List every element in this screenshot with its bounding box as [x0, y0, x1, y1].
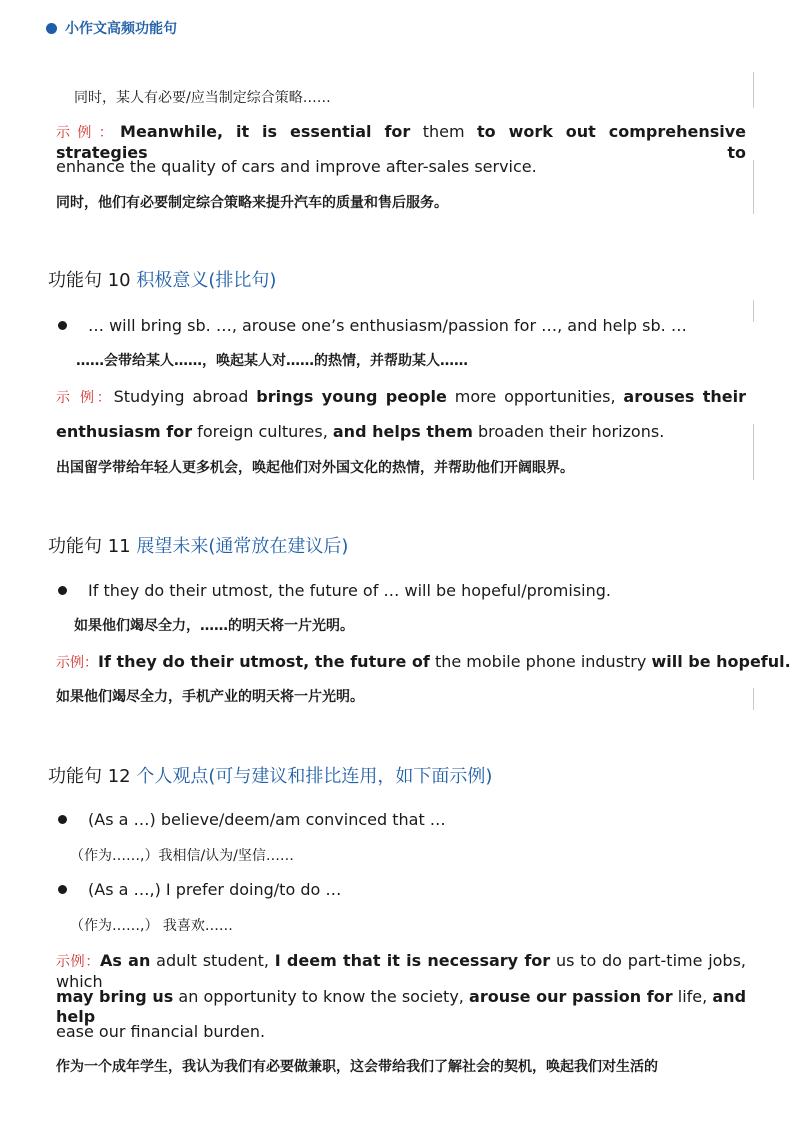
s12-example-line1: 示例：As an adult student, I deem that it is necessary for us to do part-time jobs, which	[56, 951, 747, 991]
s12-cn-translation: 作为一个成年学生，我认为我们有必要做兼职，这会带给我们了解社会的契机，唤起我们对生活的	[56, 1059, 658, 1075]
margin-mark	[753, 424, 754, 480]
s10-cn-translation: 出国留学带给年轻人更多机会，唤起他们对外国文化的热情，并帮助他们开阔眼界。	[56, 460, 574, 476]
section-10-heading: 功能句 10 积极意义(排比句)	[48, 270, 277, 291]
filler: them	[410, 122, 478, 141]
bullet-dot-icon	[46, 23, 57, 34]
page-header	[46, 18, 177, 38]
s10-bullet-cn: ……会带给某人……，唤起某人对……的热情，并帮助某人……	[76, 353, 468, 369]
example-label: 示例：	[56, 125, 121, 141]
s12-bullet2-en: (As a …,) I prefer doing/to do …	[88, 880, 342, 899]
margin-mark	[753, 160, 754, 214]
s9-example-line2: enhance the quality of cars and improve after-sales service.	[56, 157, 537, 176]
s11-example: 示例：If they do their utmost, the future of the mobile phone industry will be hopeful.	[56, 652, 791, 671]
s9-cn-translation: 同时，他们有必要制定综合策略来提升汽车的质量和售后服务。	[56, 195, 448, 211]
example-label: 示例：	[56, 954, 101, 970]
keyphrase: to work out comprehensive strategies to	[56, 122, 747, 162]
s11-bullet-en: If they do their utmost, the future of … will be hopeful/promising.	[88, 581, 611, 600]
s12-bullet2-cn: （作为……,） 我喜欢……	[70, 918, 233, 934]
margin-mark	[753, 688, 754, 710]
s12-example-line3: ease our financial burden.	[56, 1022, 266, 1041]
s11-bullet-cn: 如果他们竭尽全力，……的明天将一片光明。	[74, 618, 354, 634]
section-12-heading: 功能句 12 个人观点(可与建议和排比连用，如下面示例)	[48, 766, 493, 787]
page-title: 小作文高频功能句	[65, 21, 177, 37]
s12-example-line2: may bring us an opportunity to know the society, arouse our passion for life, and help	[56, 987, 747, 1026]
example-label: 示 例：	[56, 390, 114, 406]
s10-bullet-en: … will bring sb. …, arouse one’s enthusiasm/passion for …, and help sb. …	[88, 316, 687, 335]
margin-mark	[753, 300, 754, 322]
bullet-dot-icon	[58, 885, 67, 894]
example-label: 示例：	[56, 655, 98, 671]
s12-bullet1-en: (As a …) believe/deem/am convinced that …	[88, 810, 446, 829]
keyphrase: Meanwhile, it is essential for	[120, 122, 411, 141]
s11-cn-translation: 如果他们竭尽全力，手机产业的明天将一片光明。	[56, 689, 364, 705]
bullet-dot-icon	[58, 321, 67, 330]
section-11-heading: 功能句 11 展望未来(通常放在建议后)	[48, 536, 349, 557]
bullet-dot-icon	[58, 815, 67, 824]
s12-bullet1-cn: （作为……,）我相信/认为/坚信……	[70, 848, 294, 864]
s10-example-line2: enthusiasm for foreign cultures, and helps them broaden their horizons.	[56, 422, 665, 441]
s9-cn-pattern: 同时，某人有必要/应当制定综合策略……	[74, 90, 331, 106]
bullet-dot-icon	[58, 586, 67, 595]
s10-example-line1: 示 例：Studying abroad brings young people more opportunities, arouses their	[56, 387, 747, 406]
margin-mark	[753, 72, 754, 108]
